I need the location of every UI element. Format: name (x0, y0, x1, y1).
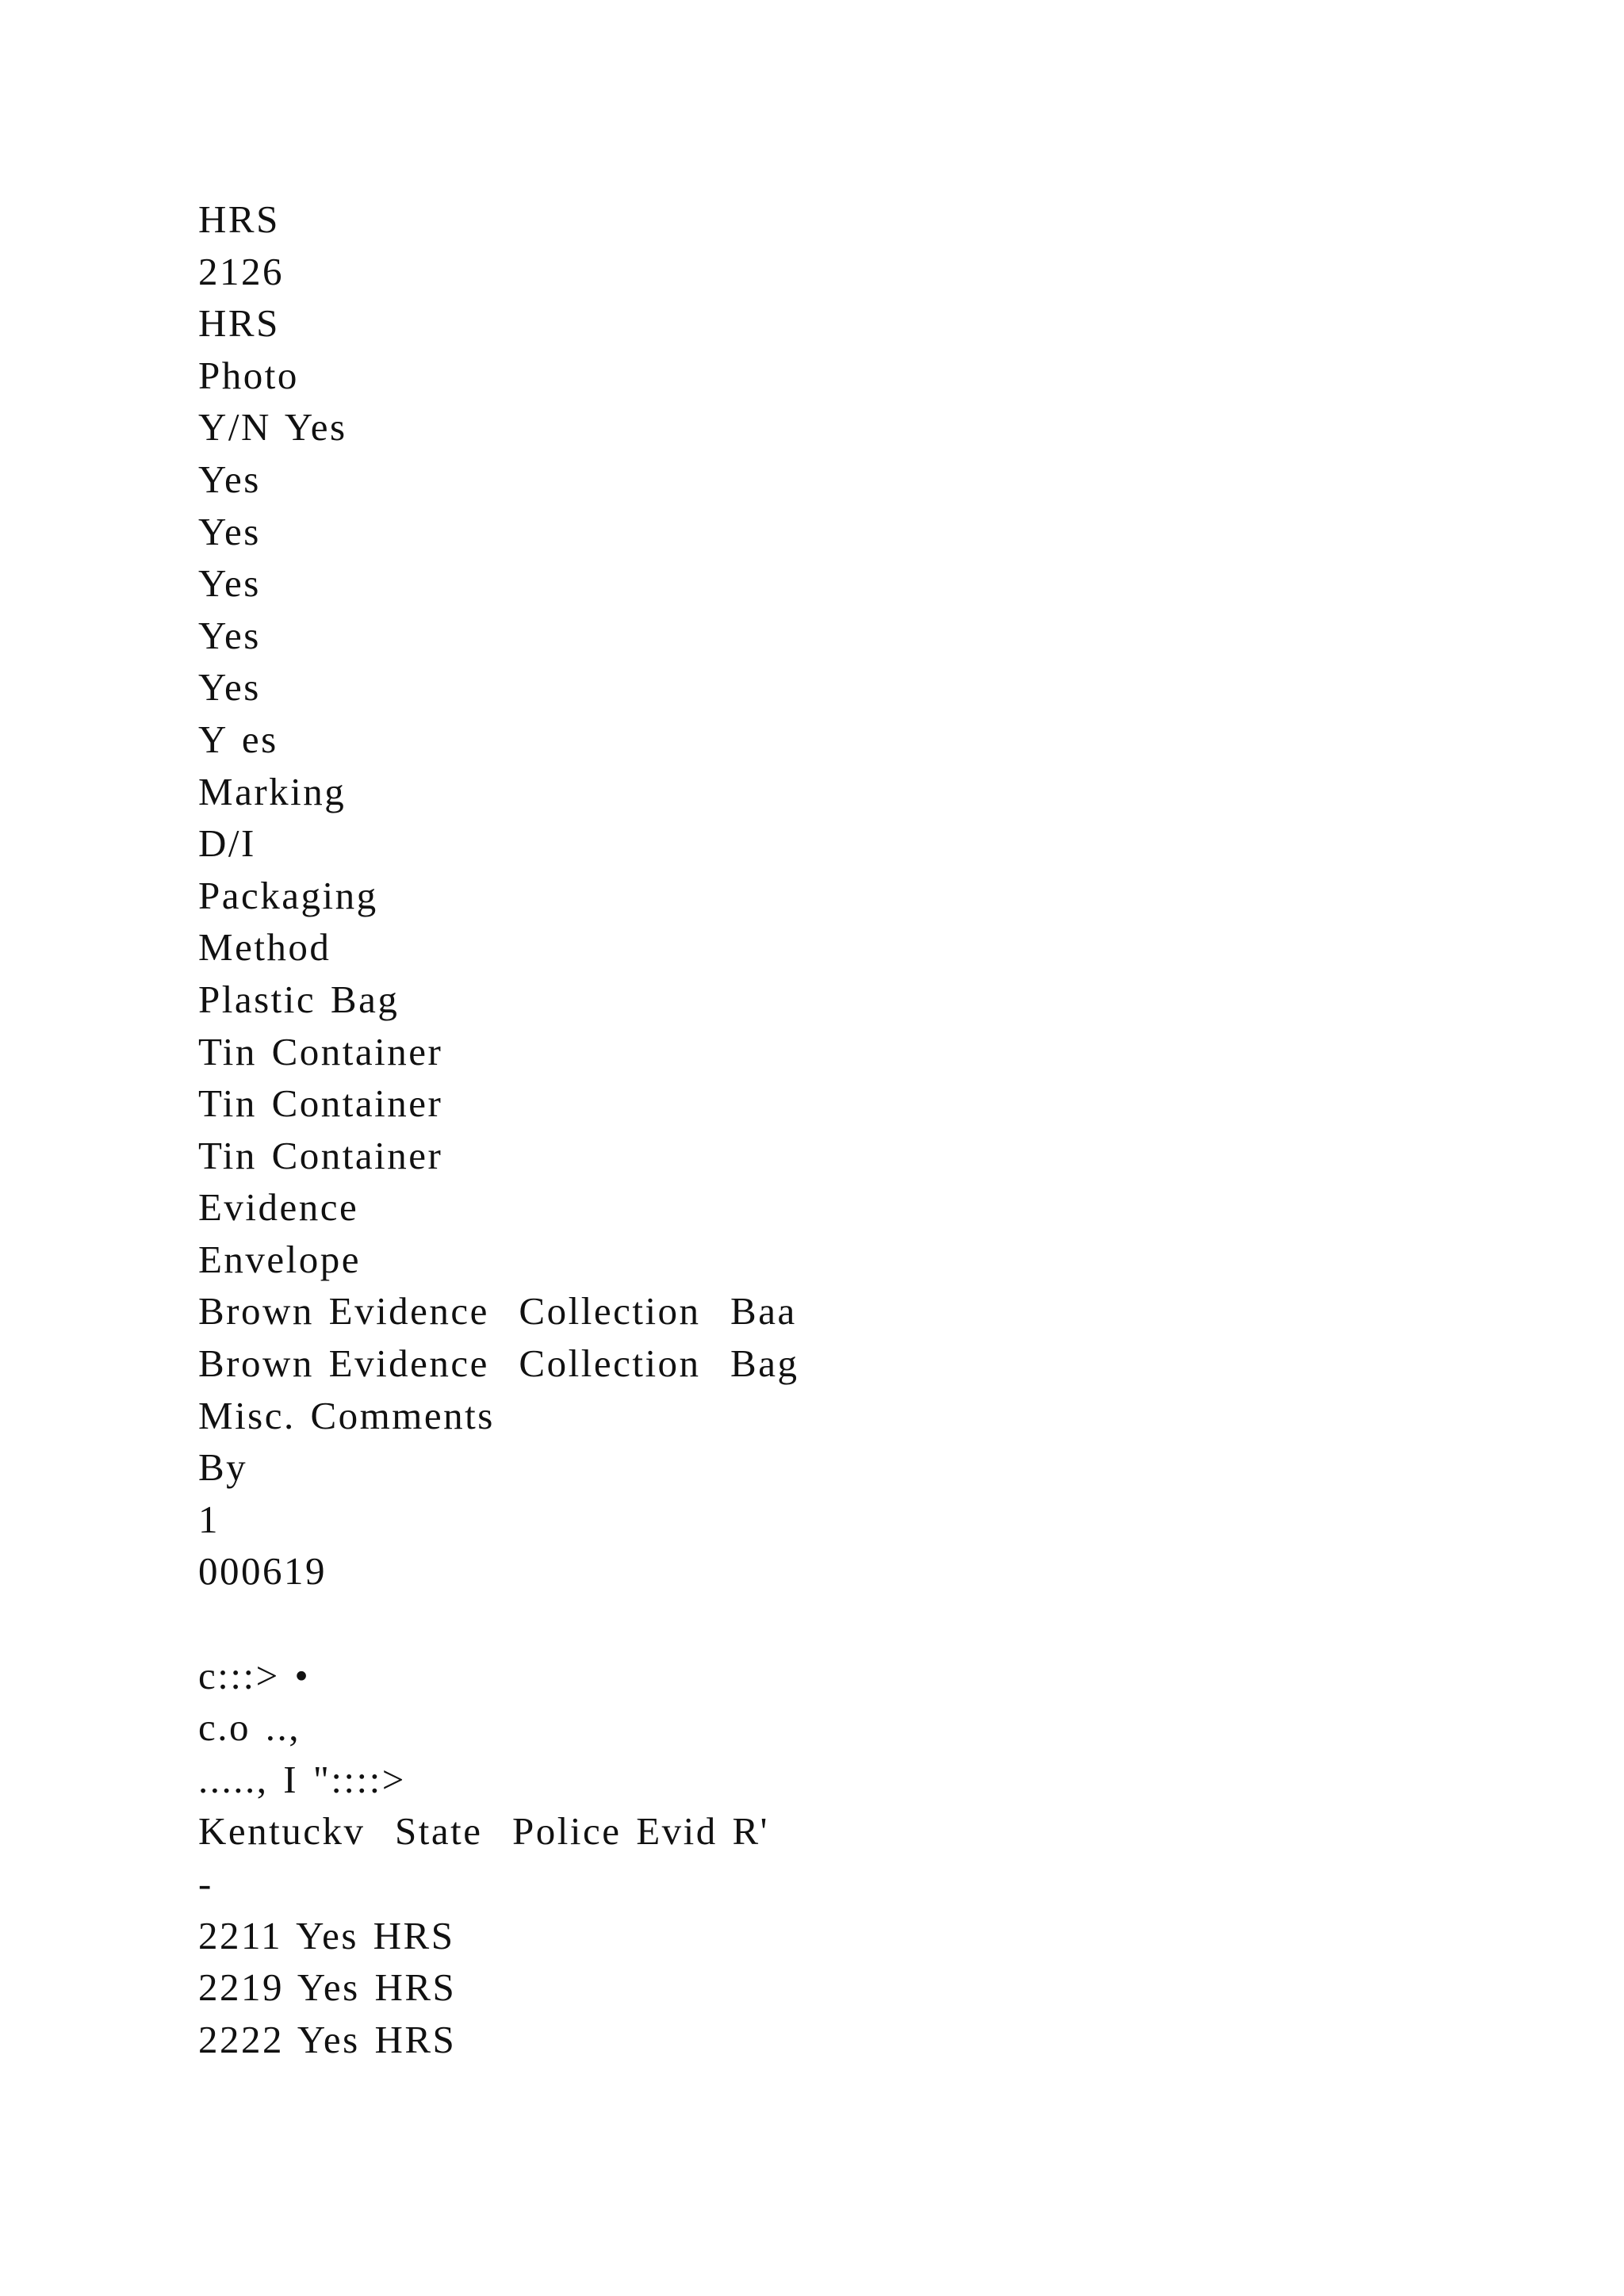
text-line: D/I (198, 821, 256, 866)
text-line: HRS (198, 301, 280, 346)
text-line: Plastic Bag (198, 977, 400, 1021)
text-line: Yes (198, 613, 261, 657)
text-line: ....., I "::::> (198, 1757, 406, 1801)
text-line: Method (198, 925, 331, 970)
text-line: Evidence (198, 1185, 359, 1230)
text-line: Marking (198, 769, 347, 813)
text-line: Y es (198, 717, 278, 761)
document-text (198, 193, 1388, 2065)
text-line: 2126 (198, 249, 284, 293)
text-line: Tin Container (198, 1081, 443, 1126)
text-line: Kentuckv State Police Evid R' (198, 1809, 770, 1854)
text-line: c.o .., (198, 1705, 301, 1750)
text-line: Yes (198, 457, 261, 501)
text-line: Misc. Comments (198, 1393, 495, 1437)
text-line: Yes (198, 509, 261, 553)
text-line: c:::> • (198, 1653, 311, 1697)
text-line: 2222 Yes HRS (198, 2017, 457, 2061)
text-line: Yes (198, 561, 261, 606)
text-line: 000619 (198, 1549, 327, 1594)
text-line: Tin Container (198, 1029, 443, 1073)
text-line: By (198, 1445, 248, 1490)
blank-line (198, 1598, 1388, 1650)
text-line: 2219 Yes HRS (198, 1965, 457, 2010)
text-line: Y/N Yes (198, 405, 347, 450)
text-line: 1 (198, 1497, 220, 1541)
text-line: Brown Evidence Collection Bag (198, 1341, 799, 1386)
text-line: Photo (198, 353, 299, 397)
text-line: Packaging (198, 873, 378, 917)
text-line: Envelope (198, 1237, 362, 1281)
text-line: - (198, 1862, 213, 1905)
text-line: 2211 Yes HRS (198, 1913, 455, 1957)
text-line: Brown Evidence Collection Baa (198, 1289, 797, 1334)
text-line: Tin Container (198, 1133, 443, 1177)
text-line: Yes (198, 665, 261, 710)
text-line: HRS (198, 197, 280, 241)
